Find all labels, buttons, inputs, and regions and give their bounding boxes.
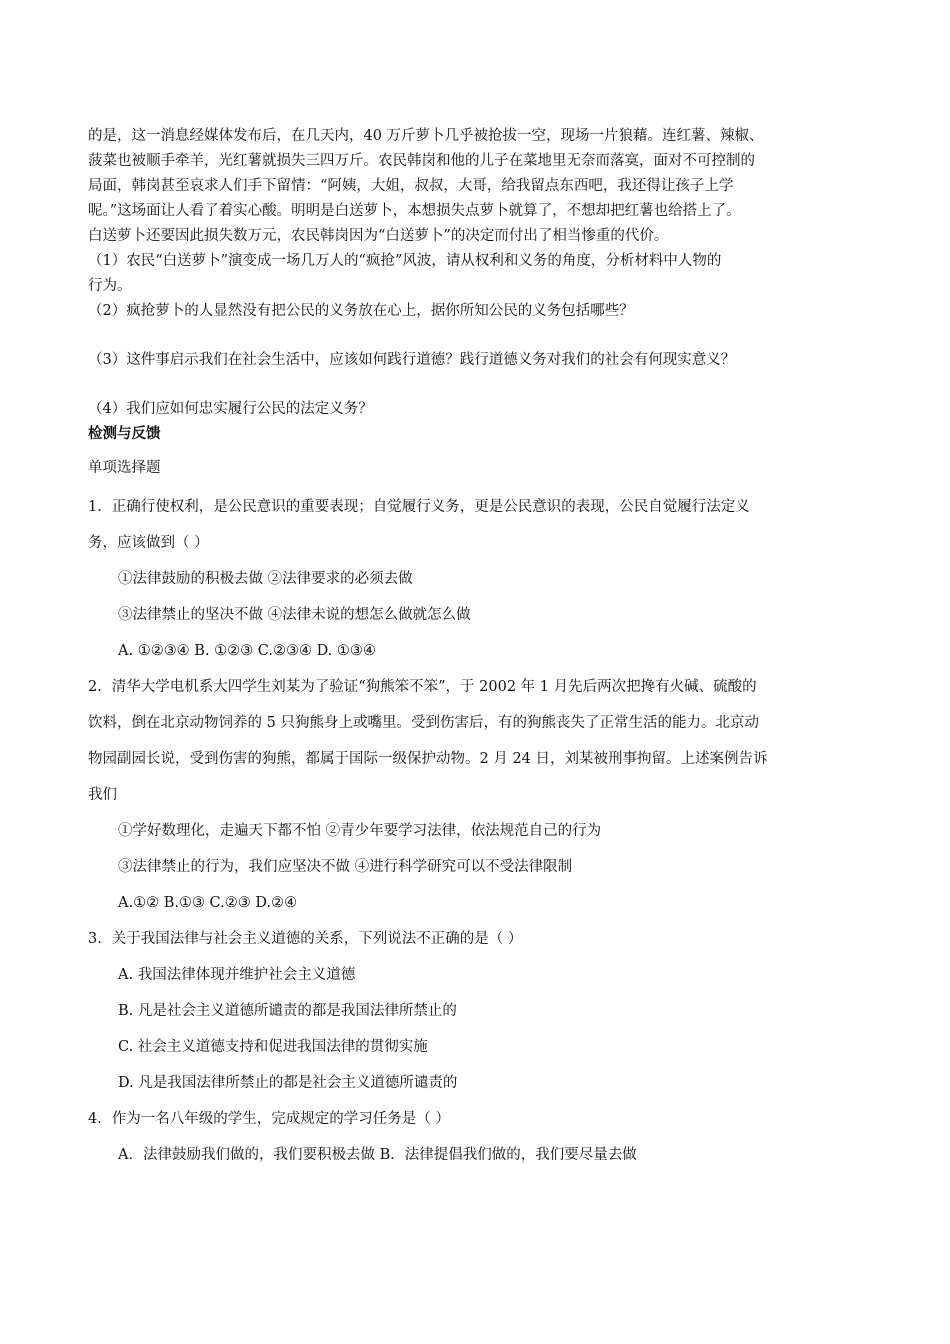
material-line: 白送萝卜还要因此损失数万元，农民韩岗因为“白送萝卜”的决定而付出了相当惨重的代价。 <box>88 228 669 244</box>
option-d: D. 凡是我国法律所禁止的都是社会主义道德所谴责的 <box>118 1075 458 1091</box>
material-question-3: （3）这件事启示我们在社会生活中，应该如何践行道德？践行道德义务对我们的社会有何现实意义？ <box>88 352 736 368</box>
question-stem: 2．清华大学电机系大四学生刘某为了验证“狗熊笨不笨”，于 2002 年 1 月先后两次把搀有火碱、硫酸的 <box>88 679 757 695</box>
question-stem: 物园副园长说，受到伤害的狗熊，都属于国际一级保护动物。2 月 24 日，刘某被刑事拘留。上述案例告诉 <box>88 751 768 767</box>
question-stem: 务，应该做到（ ） <box>88 535 209 551</box>
option-a-b: A．法律鼓励我们做的，我们要积极去做 B．法律提倡我们做的，我们要尽量去做 <box>118 1147 637 1163</box>
material-question-4: （4）我们应如何忠实履行公民的法定义务？ <box>88 401 373 417</box>
question-stem: 1．正确行使权利，是公民意识的重要表现；自觉履行义务，更是公民意识的表现，公民自觉履行法定义 <box>88 499 750 515</box>
question-2 <box>88 669 863 921</box>
document-page <box>88 124 863 1173</box>
question-stem: 我们 <box>88 787 117 803</box>
option-a: A. 我国法律体现并维护社会主义道德 <box>118 967 356 983</box>
material-question-1: （1）农民“白送萝卜”演变成一场几万人的“疯抢”风波，请从权利和义务的角度，分析材料中人物的 <box>88 253 722 269</box>
statement-line: ③法律禁止的行为，我们应坚决不做 ④进行科学研究可以不受法律限制 <box>118 859 573 875</box>
material-line: 局面，韩岗甚至哀求人们手下留情：“阿姨，大姐，叔叔，大哥，给我留点东西吧，我还得让孩子上学 <box>88 178 734 194</box>
question-4 <box>88 1101 863 1173</box>
option-c: C. 社会主义道德支持和促进我国法律的贯彻实施 <box>118 1039 428 1055</box>
statement-line: ③法律禁止的坚决不做 ④法律未说的想怎么做就怎么做 <box>118 607 471 623</box>
question-1 <box>88 489 863 669</box>
answer-choices: A. ①②③④ B. ①②③ C.②③④ D. ①③④ <box>118 643 376 659</box>
section-subheading: 单项选择题 <box>88 460 161 476</box>
material-line: 呢。”这场面让人看了着实心酸。明明是白送萝卜，本想损失点萝卜就算了，不想却把红薯也给搭上了。 <box>88 203 741 219</box>
material-paragraph <box>88 124 863 249</box>
question-3 <box>88 921 863 1101</box>
question-stem: 3．关于我国法律与社会主义道德的关系，下列说法不正确的是（ ） <box>88 931 523 947</box>
statement-line: ①法律鼓励的积极去做 ②法律要求的必须去做 <box>118 571 413 587</box>
material-line: 的是，这一消息经媒体发布后，在几天内，40 万斤萝卜几乎被抢拔一空，现场一片狼藉。连红薯、辣椒、 <box>88 128 764 144</box>
question-stem: 4．作为一名八年级的学生，完成规定的学习任务是（ ） <box>88 1111 450 1127</box>
answer-choices: A.①② B.①③ C.②③ D.②④ <box>118 895 298 911</box>
material-line: 菠菜也被顺手牵羊，光红薯就损失三四万斤。农民韩岗和他的儿子在菜地里无奈而落寞，面对不可控制的 <box>88 153 755 169</box>
question-stem: 饮料，倒在北京动物饲养的 5 只狗熊身上或嘴里。受到伤害后，有的狗熊丧失了正常生活的能力。北京动 <box>88 715 759 731</box>
section-heading: 检测与反馈 <box>88 426 161 442</box>
option-b: B. 凡是社会主义道德所谴责的都是我国法律所禁止的 <box>118 1003 457 1019</box>
statement-line: ①学好数理化，走遍天下都不怕 ②青少年要学习法律，依法规范自己的行为 <box>118 823 602 839</box>
material-question-2: （2）疯抢萝卜的人显然没有把公民的义务放在心上，据你所知公民的义务包括哪些？ <box>88 303 634 319</box>
material-question-1-cont: 行为。 <box>88 278 132 294</box>
